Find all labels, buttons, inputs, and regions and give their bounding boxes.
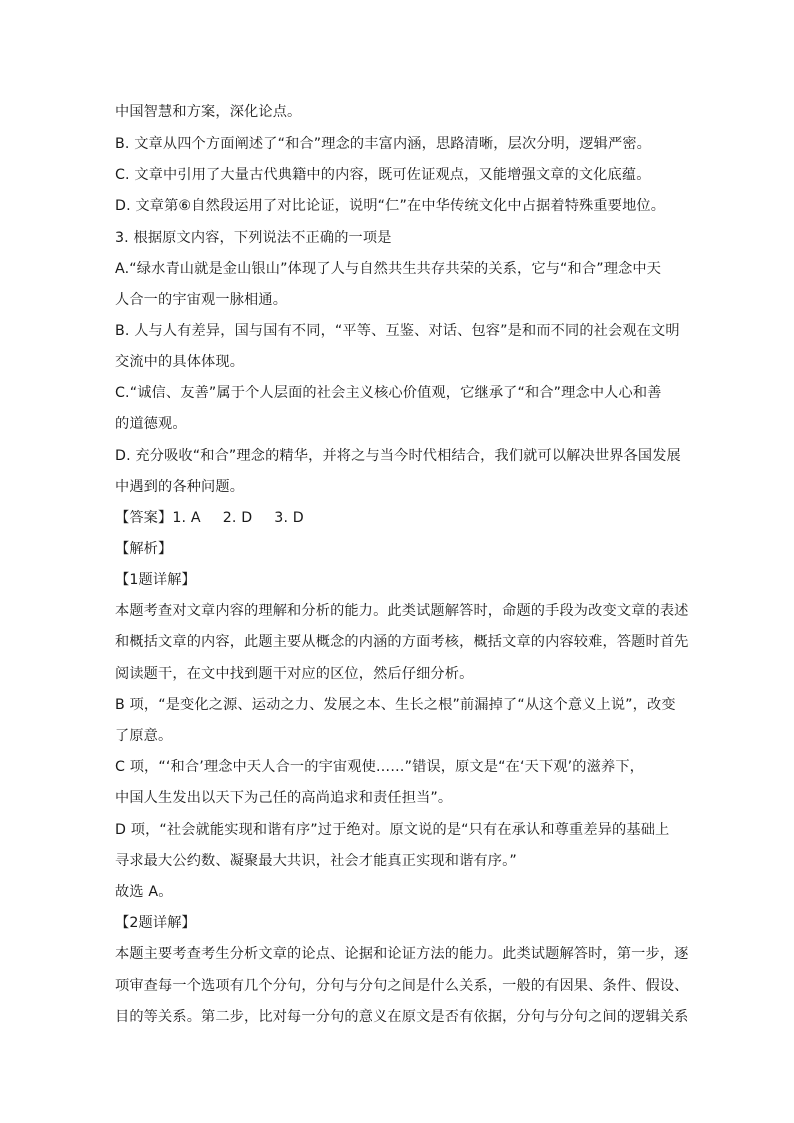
question-3-stem: 3. 根据原文内容，下列说法不正确的一项是 [115, 230, 392, 246]
q3-option-c-line-2: 的道德观。 [115, 416, 187, 432]
analysis-text-line: 本题主要考查考生分析文章的论点、论据和论证方法的能力。此类试题解答时，第一步，逐 [115, 946, 689, 962]
analysis-text-line: 阅读题干，在文中找到题干对应的区位，然后仔细分析。 [115, 666, 474, 682]
analysis-text-line: D 项，“社会就能实现和谐有序”过于绝对。原文说的是“只有在承认和尊重差异的基础上 [115, 822, 670, 838]
analysis-text-line: 寻求最大公约数、凝聚最大共识，社会才能真正实现和谐有序。” [115, 853, 517, 869]
answer-tag: 【答案】 [115, 510, 173, 526]
answer-item: 2. D [222, 510, 253, 526]
option-d-line: D. 文章第⑥自然段运用了对比论证，说明“仁”在中华传统文化中占据着特殊重要地位。 [115, 198, 666, 214]
analysis-text-line: 中国人生发出以天下为己任的高尚追求和责任担当”。 [115, 790, 453, 806]
analysis-text-line: 本题考查对文章内容的理解和分析的能力。此类试题解答时，命题的手段为改变文章的表述 [115, 603, 689, 619]
analysis-text-line: 项审查每一个选项有几个分句，分句与分句之间是什么关系，一般的有因果、条件、假设、 [115, 978, 689, 994]
q3-option-d-line-1: D. 充分吸收“和合”理念的精华，并将之与当今时代相结合，我们就可以解决世界各国发展 [115, 448, 681, 464]
analysis-text-line: B 项，“是变化之源、运动之力、发展之本、生长之根”前漏掉了“从这个意义上说”，改变 [115, 697, 676, 713]
option-b-line: B. 文章从四个方面阐述了“和合”理念的丰富内涵，思路清晰，层次分明，逻辑严密。 [115, 136, 652, 152]
analysis-text-line: 了原意。 [115, 728, 173, 744]
answer-item: 1. A [172, 510, 201, 526]
analysis-text-line: C 项，“‘和合’理念中天人合一的宇宙观使……”错误，原文是“在‘天下观’的滋养下， [115, 759, 644, 775]
analysis-heading: 【解析】 [115, 541, 173, 557]
conclusion-line: 故选 A。 [115, 884, 173, 900]
q3-option-a-line-2: 人合一的宇宙观一脉相通。 [115, 292, 288, 308]
q3-option-b-line-2: 交流中的具体体现。 [115, 354, 245, 370]
q3-option-d-line-2: 中遇到的各种问题。 [115, 479, 245, 495]
q3-option-a-line-1: A.“绿水青山就是金山银山”体现了人与自然共生共存共荣的关系，它与“和合”理念中天 [115, 261, 662, 277]
analysis-text-line: 和概括文章的内容，此题主要从概念的内涵的方面考核，概括文章的内容较难，答题时首先 [115, 634, 689, 650]
answer-line [115, 508, 685, 528]
analysis-text-line: 目的等关系。第二步，比对每一分句的意义在原文是否有依据，分句与分句之间的逻辑关系 [115, 1009, 689, 1025]
q1-detail-heading: 【1题详解】 [115, 572, 196, 588]
q3-option-b-line-1: B. 人与人有差异，国与国有不同，“平等、互鉴、对话、包容”是和而不同的社会观在文明 [115, 323, 680, 339]
q3-option-c-line-1: C.“诚信、友善”属于个人层面的社会主义核心价值观，它继承了“和合”理念中人心和善 [115, 385, 662, 401]
text-line: 中国智慧和方案，深化论点。 [115, 104, 302, 120]
option-c-line: C. 文章中引用了大量古代典籍中的内容，既可佐证观点，又能增强文章的文化底蕴。 [115, 167, 651, 183]
q2-detail-heading: 【2题详解】 [115, 915, 196, 931]
answer-item: 3. D [274, 510, 304, 526]
